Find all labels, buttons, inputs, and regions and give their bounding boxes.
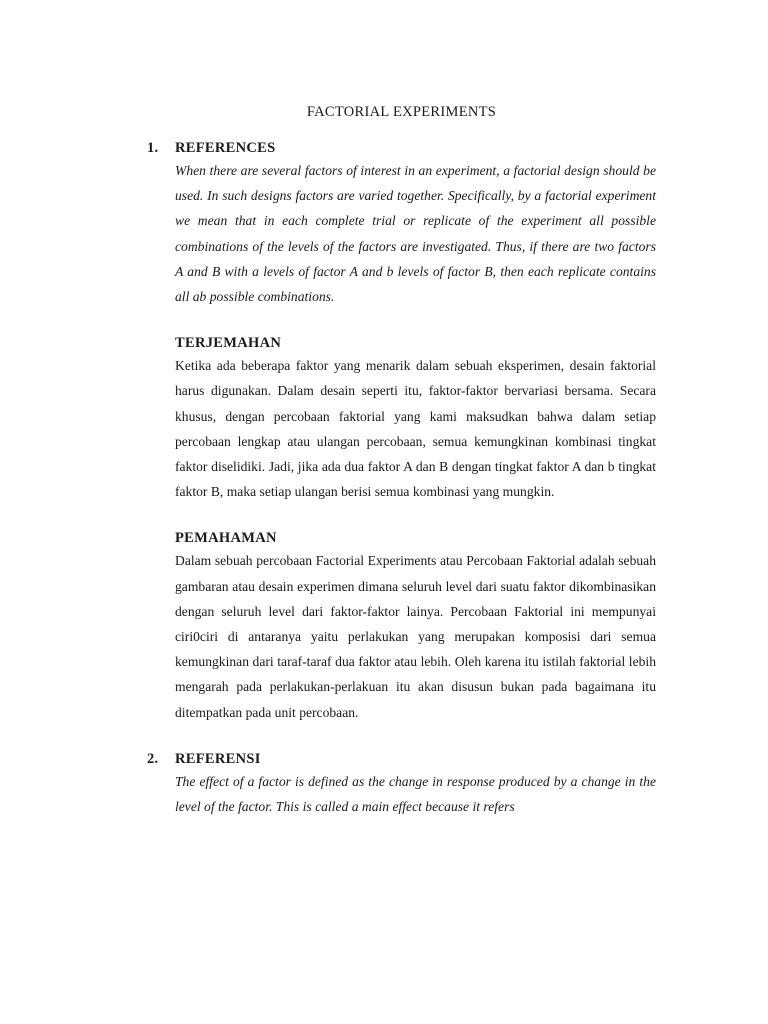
section-heading-text: REFERENSI [175,750,261,767]
understanding-heading: PEMAHAMAN [175,530,277,547]
reference-paragraph: The effect of a factor is defined as the change in response produced by a change in the level of the factor. This is called a main effect because it refers [175,773,656,815]
translation-heading: TERJEMAHAN [175,335,282,352]
section-number: 2. [147,750,159,767]
translation-paragraph: Ketika ada beberapa faktor yang menarik dalam sebuah eksperimen, desain faktorial harus digunakan. Dalam desain seperti itu, faktor-faktor bervariasi bersama. Secara khusus, dengan percobaan faktorial yang kami maksudkan bahwa dalam setiap percobaan lengkap atau ulangan percobaan, semua kemungkinan kombinasi tingkat faktor diselidiki. Jadi, jika ada dua faktor A dan B dengan tingkat faktor A dan b tingkat faktor B, maka setiap ulangan berisi semua kombinasi yang mungkin. [175,358,656,500]
section-heading-referensi [147,749,656,769]
document-title: FACTORIAL EXPERIMENTS [306,104,497,120]
section-heading-references [147,138,656,158]
understanding-paragraph: Dalam sebuah percobaan Factorial Experiments atau Percobaan Faktorial adalah sebuah gambaran atau desain experimen dimana seluruh level dari suatu faktor dikombinasikan dengan seluruh level dari faktor-faktor lainya. Percobaan Faktorial ini mempunyai ciri0ciri di antaranya yaitu perlakukan yang merupakan komposisi dari semua kemungkinan dari taraf-taraf dua faktor atau lebih. Oleh karena itu istilah faktorial lebih mengarah pada perlakukan-perlakuan itu akan disusun bukan pada bagaimana itu ditempatkan pada unit percobaan. [175,553,656,720]
section-number: 1. [147,140,159,156]
reference-paragraph: When there are several factors of interest in an experiment, a factorial design should be used. In such designs factors are varied together. Specifically, by a factorial experiment we mean that in each complete trial or replicate of the experiment all possible combinations of the levels of the factors are investigated. Thus, if there are two factors A and B with a levels of factor A and b levels of factor B, then each replicate contains all ab possible combinations. [175,163,656,305]
section-heading-text: REFERENCES [175,140,276,156]
